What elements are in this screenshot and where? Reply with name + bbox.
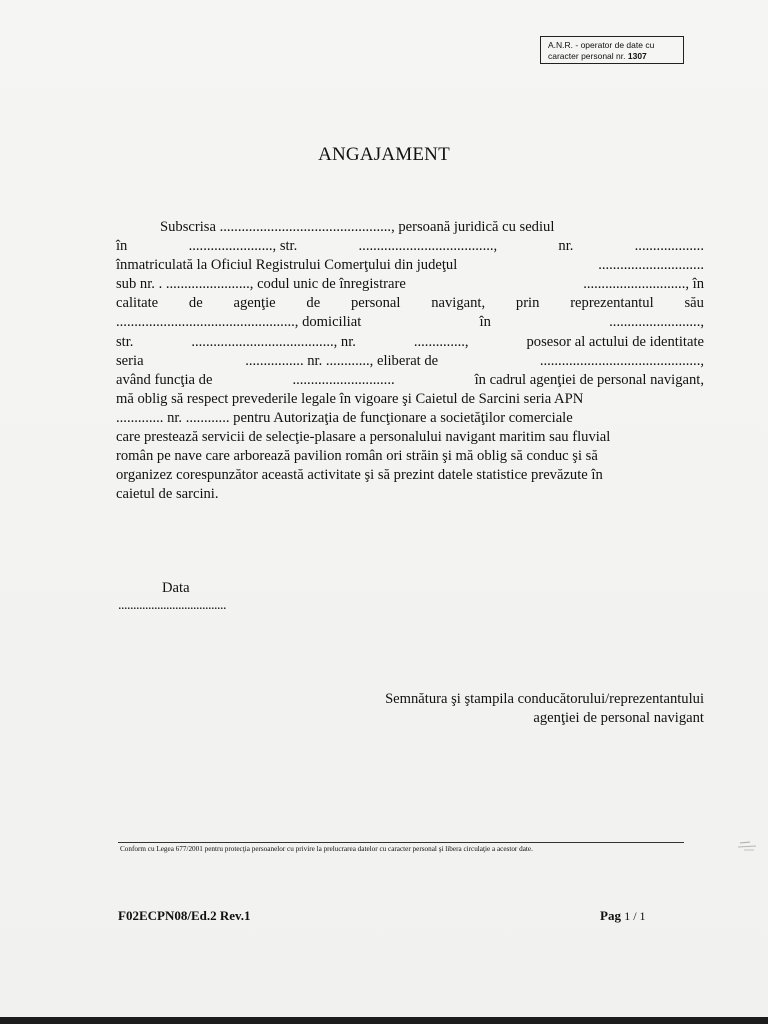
word: în: [479, 314, 491, 331]
body-line-2: [116, 237, 704, 256]
word: sub nr. . ......................., codul unic de înregistrare: [116, 276, 406, 293]
body-line-3: [116, 256, 704, 275]
word: .............................: [598, 257, 704, 274]
body-line-9: [116, 371, 704, 390]
word: .........................,: [609, 314, 704, 331]
body-line-14: [116, 466, 704, 485]
signature-block: [330, 690, 704, 728]
word: ................................................., domiciliat: [116, 314, 362, 331]
document-title: ANGAJAMENT: [318, 144, 450, 165]
word: înmatriculată la Oficiul Registrului Comerţului din judeţul: [116, 257, 458, 274]
word: ............................, în: [583, 276, 704, 293]
word: său: [684, 295, 704, 312]
word: de: [188, 295, 203, 312]
word: ................ nr. ............, eliberat de: [245, 352, 439, 369]
body-line-10-text: mă oblig să respect prevederile legale în vigoare şi Caietul de Sarcini seria APN: [116, 390, 584, 407]
word: calitate: [116, 295, 159, 312]
commitment-body: [116, 218, 704, 504]
body-line-8: [116, 352, 704, 371]
anr-registration-box: [540, 36, 684, 64]
body-line-7: [116, 333, 704, 352]
word: reprezentantul: [570, 295, 654, 312]
body-line-10: [116, 390, 704, 409]
word: ...................: [634, 238, 704, 255]
body-line-11-text: ............. nr. ............ pentru Autorizaţia de funcţionare a societăţilor comerciale: [116, 409, 573, 426]
word: ............................: [292, 371, 395, 388]
scan-artifact-graphic: [736, 838, 762, 854]
signature-line-2: agenţiei de personal navigant: [533, 710, 704, 726]
body-line-15-text: caietul de sarcini.: [116, 486, 219, 503]
word: navigant,: [431, 295, 486, 312]
word: ............................................,: [539, 352, 704, 369]
scan-artifact-mark: [736, 838, 762, 854]
body-line-11: [116, 409, 704, 428]
scan-bottom-edge: [0, 1017, 768, 1024]
word: agenţie: [233, 295, 276, 312]
word: ......................., str.: [188, 238, 298, 255]
word: ..............,: [413, 333, 469, 350]
anr-line-2: [548, 51, 683, 62]
word: personal: [350, 295, 401, 312]
word: în cadrul agenţiei de personal navigant,: [474, 371, 704, 388]
body-line-13-text: român pe nave care arborează pavilion român ori străin şi mă oblig să conduc şi să: [116, 448, 598, 465]
page-number-value: 1 / 1: [624, 909, 646, 923]
date-blank-field: ....................................: [118, 598, 226, 613]
body-line-14-text: organizez corespunzător această activitate şi să prezint datele statistice prevăzute în: [116, 467, 603, 484]
signature-line-1: Semnătura şi ştampila conducătorului/reprezentantului: [385, 691, 704, 707]
body-line-12: [116, 428, 704, 447]
document-code: F02ECPN08/Ed.2 Rev.1: [118, 908, 251, 923]
body-line-5: [116, 294, 704, 313]
body-line-4: [116, 275, 704, 294]
word: seria: [116, 352, 144, 369]
footer-divider: [118, 842, 684, 843]
word: posesor al actului de identitate: [526, 333, 704, 350]
body-line-6: [116, 313, 704, 332]
anr-line-2-prefix: caracter personal nr.: [548, 51, 628, 61]
word: în: [116, 238, 128, 255]
body-line-1: [116, 218, 704, 237]
body-line-12-text: care prestează servicii de selecţie-plasare a personalului navigant maritim sau fluvial: [116, 429, 611, 446]
footer-legal-note: Conform cu Legea 677/2001 pentru protecţia persoanelor cu privire la prelucrarea datelor cu caracter personal şi libera circulaţie a acestor date.: [120, 845, 533, 853]
body-line-1-text: Subscrisa ..............................................., persoană juridică cu sediul: [160, 219, 555, 235]
word: de: [306, 295, 321, 312]
page-number: [600, 908, 646, 924]
word: ......................................., nr.: [191, 333, 356, 350]
anr-line-1: A.N.R. - operator de date cu: [548, 40, 655, 50]
word: nr.: [558, 238, 574, 255]
anr-number: 1307: [627, 51, 647, 61]
word: prin: [515, 295, 540, 312]
word: având funcţia de: [116, 371, 213, 388]
page-number-prefix: Pag: [600, 908, 625, 923]
word: .....................................,: [358, 238, 498, 255]
body-line-15: [116, 485, 704, 504]
body-line-13: [116, 447, 704, 466]
word: str.: [116, 333, 134, 350]
date-label: Data: [162, 580, 190, 596]
